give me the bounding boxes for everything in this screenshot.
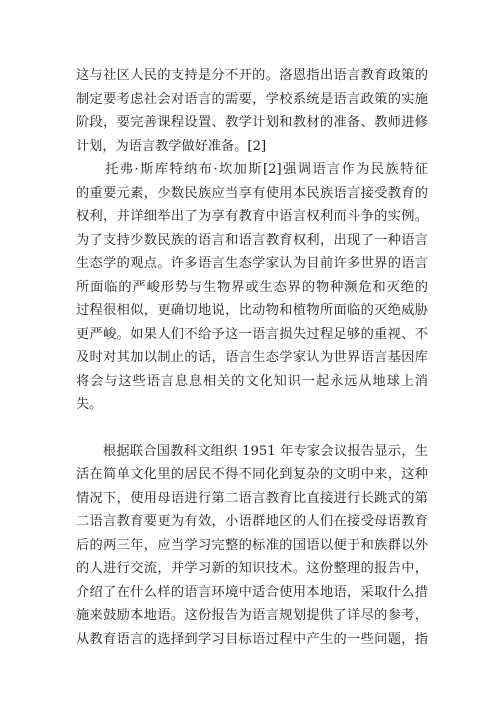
paragraph-2 <box>76 158 428 417</box>
paragraph-1 <box>76 64 428 158</box>
text-line: 更严峻。如果人们不给予这一语言损失过程足够的重视、不 <box>76 326 428 342</box>
text-line: 权利，并详细举出了为享有教育中语言权利而斗争的实例。 <box>76 209 428 224</box>
text-line: 的重要元素，少数民族应当享有使用本民族语言接受教育的 <box>76 185 428 201</box>
paragraph-spacer <box>76 417 428 440</box>
text-line: 情况下，使用母语进行第二语言教育比直接进行长跳式的第 <box>76 490 428 506</box>
text-line: 这与社区人民的支持是分不开的。洛恩指出语言教育政策的 <box>76 68 428 83</box>
text-line: 制定要考虑社会对语言的需要，学校系统是语言政策的实施 <box>76 91 428 107</box>
text-line: 施来鼓励本地语。这份报告为语言规划提供了详尽的参考， <box>76 608 428 623</box>
text-line: 过程很相似，更确切地说，比动物和植物所面临的灭绝威胁 <box>76 303 428 318</box>
text-line: 计划，为语言教学做好准备。[2] <box>76 138 267 154</box>
text-line: 活在简单文化里的居民不得不同化到复杂的文明中来，这种 <box>76 467 428 482</box>
text-line: 的人进行交流，并学习新的知识技术。这份整理的报告中， <box>76 561 428 576</box>
text-line: 所面临的严峻形势与生物界或生态界的物种濒危和灭绝的 <box>76 279 428 295</box>
text-line: 阶段，要完善课程设置、教学计划和教材的准备、教师进修 <box>76 115 428 130</box>
body-text <box>76 64 428 651</box>
text-line: 为了支持少数民族的语言和语言教育权利，出现了一种语言 <box>76 232 428 248</box>
text-line: 从教育语言的选择到学习目标语过程中产生的一些问题，指 <box>76 631 428 647</box>
text-line: 将会与这些语言息息相关的文化知识一起永远从地球上消 <box>76 373 428 389</box>
text-line: 及时对其加以制止的话，语言生态学家认为世界语言基因库 <box>76 350 428 365</box>
text-line: 失。 <box>76 397 103 412</box>
text-line: 介绍了在什么样的语言环境中适合使用本地语，采取什么措 <box>76 584 428 600</box>
text-line: 托弗·斯库特纳布·坎加斯[2]强调语言作为民族特征 <box>76 162 428 177</box>
paragraph-3 <box>76 440 428 652</box>
text-line: 根据联合国教科文组织 1951 年专家会议报告显示，生 <box>76 443 428 459</box>
text-line: 二语言教育要更为有效，小语群地区的人们在接受母语教育 <box>76 514 428 529</box>
text-line: 后的两三年，应当学习完整的标准的国语以便于和族群以外 <box>76 537 428 553</box>
text-line: 生态学的观点。许多语言生态学家认为目前许多世界的语言 <box>76 256 428 271</box>
